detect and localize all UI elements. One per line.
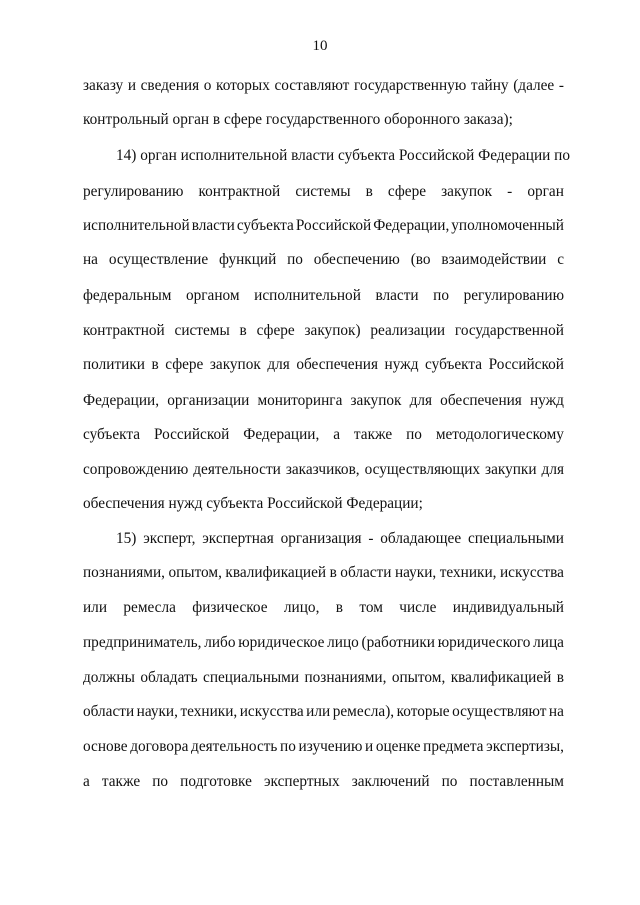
word: заказчиков, — [285, 461, 360, 478]
word: контрактной — [83, 322, 165, 339]
word: познаниями, — [83, 564, 165, 581]
word: Федерации, — [83, 392, 160, 409]
text-line: обеспечения нужд субъекта Российской Федерации; — [83, 495, 423, 512]
text-line — [83, 425, 564, 445]
word: а — [333, 426, 341, 443]
word: закупок) — [304, 322, 361, 339]
word: области — [340, 564, 392, 581]
word: обеспечения — [296, 356, 378, 373]
word: с — [557, 251, 564, 268]
word: должны — [83, 669, 135, 686]
text-line — [83, 563, 564, 583]
text-line — [83, 355, 564, 375]
word: органом — [185, 287, 240, 304]
text-line — [83, 76, 564, 96]
word: системы — [174, 322, 230, 339]
word: государственной — [454, 322, 564, 339]
word: сфере — [387, 183, 427, 200]
word: регулированию — [83, 183, 184, 200]
word: квалификацией — [225, 564, 327, 581]
word: Российской — [153, 426, 230, 443]
word: науки, — [136, 703, 178, 720]
word: подготовке — [180, 773, 252, 790]
word: по — [287, 251, 303, 268]
word: области — [83, 703, 135, 720]
word: Федерации, — [373, 217, 450, 234]
word: экспертная — [202, 530, 274, 547]
word: осуществление — [108, 251, 209, 268]
text-line — [83, 633, 564, 653]
word: 15) — [116, 530, 137, 547]
word: по — [441, 773, 458, 790]
word: в — [329, 564, 337, 581]
word: по — [280, 738, 296, 755]
word: - — [507, 183, 513, 200]
word: эксперт, — [143, 530, 196, 547]
text-line — [83, 460, 564, 480]
word: организация — [280, 530, 362, 547]
word: и — [365, 738, 374, 755]
text-line — [83, 182, 564, 202]
word: лицо, — [283, 599, 320, 616]
word: системы — [295, 183, 351, 200]
word: субъекта — [83, 426, 141, 443]
text-line — [116, 529, 564, 549]
word: искусства — [239, 703, 304, 720]
word: контрактной — [198, 183, 281, 200]
word: Федерации, — [243, 426, 320, 443]
word: техники, — [439, 564, 497, 581]
word: которых — [216, 77, 270, 94]
word: функций — [218, 251, 277, 268]
word: обеспечения — [440, 392, 522, 409]
word: Российской — [488, 356, 564, 373]
word: для — [541, 461, 564, 478]
word: взаимодействии — [441, 251, 547, 268]
word: закупок — [441, 183, 493, 200]
word: или — [306, 703, 331, 720]
word: политики — [83, 356, 145, 373]
word: в — [151, 356, 159, 373]
word: предмета — [423, 738, 484, 755]
word: экспертизы, — [486, 738, 564, 755]
word: на — [548, 703, 564, 720]
word: лица — [533, 634, 564, 651]
word: которые — [396, 703, 450, 720]
text-line — [83, 737, 564, 757]
word: для — [409, 392, 433, 409]
word: в — [239, 322, 247, 339]
word: - — [558, 77, 564, 94]
word: методологическому — [435, 426, 564, 443]
page-number: 10 — [312, 38, 328, 54]
word: заключений — [351, 773, 430, 790]
word: индивидуальный — [452, 599, 564, 616]
word: в — [365, 183, 373, 200]
word: власти — [375, 287, 419, 304]
word: о — [203, 77, 212, 94]
text-line — [83, 391, 564, 411]
text-line — [83, 321, 564, 341]
word: (работники — [361, 634, 435, 651]
word: опытом, — [391, 669, 446, 686]
word: опытом, — [168, 564, 222, 581]
word: в — [335, 599, 344, 616]
word: ремесла — [123, 599, 176, 616]
text-line — [83, 702, 564, 722]
word: осуществляющих — [364, 461, 481, 478]
word: ремесла), — [332, 703, 395, 720]
word: по — [433, 287, 449, 304]
word: организации — [167, 392, 250, 409]
text-line — [83, 598, 564, 618]
word: по — [152, 773, 169, 790]
text-line — [83, 216, 564, 236]
word: также — [353, 426, 393, 443]
word: - — [368, 530, 374, 547]
word: сфере — [256, 322, 295, 339]
word: исполнительной — [254, 287, 361, 304]
word: уполномоченный — [451, 217, 564, 234]
word: обеспечению — [313, 251, 400, 268]
word: квалификацией — [450, 669, 552, 686]
word: числе — [399, 599, 437, 616]
word: в — [556, 669, 564, 686]
text-line — [83, 286, 564, 306]
word: закупок — [209, 356, 261, 373]
word: заказу — [83, 77, 124, 94]
word: мониторинга — [257, 392, 343, 409]
word: власти — [191, 217, 235, 234]
word: изучению — [298, 738, 363, 755]
word: юридическое — [238, 634, 325, 651]
word: познаниями, — [304, 669, 387, 686]
word: тайну — [470, 77, 509, 94]
word: федеральным — [83, 287, 172, 304]
text-line: 14) орган исполнительной власти субъекта Российской Федерации по — [116, 147, 571, 164]
word: Российской — [295, 217, 372, 234]
word: также — [101, 773, 141, 790]
word: специальными — [203, 669, 300, 686]
word: сопровождению — [83, 461, 189, 478]
word: реализации — [370, 322, 446, 339]
word: обладать — [140, 669, 198, 686]
word: регулированию — [463, 287, 564, 304]
word: специальными — [467, 530, 564, 547]
word: сведения — [140, 77, 200, 94]
word: нужд — [529, 392, 564, 409]
word: основе — [83, 738, 128, 755]
word: орган — [527, 183, 564, 200]
word: для — [267, 356, 290, 373]
word: оценке — [375, 738, 421, 755]
word: обладающее — [380, 530, 462, 547]
word: государственную — [353, 77, 467, 94]
word: сфере — [165, 356, 204, 373]
word: (далее — [513, 77, 555, 94]
word: осуществляют — [452, 703, 547, 720]
word: том — [359, 599, 383, 616]
text-line — [83, 772, 564, 792]
word: или — [83, 599, 108, 616]
word: техники, — [180, 703, 238, 720]
word: деятельности — [193, 461, 281, 478]
word: исполнительной — [83, 217, 190, 234]
word: на — [83, 251, 98, 268]
word: деятельность — [191, 738, 278, 755]
word: физическое — [192, 599, 268, 616]
word: по — [406, 426, 422, 443]
word: поставленным — [469, 773, 564, 790]
text-line: контрольный орган в сфере государственного оборонного заказа); — [83, 111, 513, 128]
word: лицо — [327, 634, 359, 651]
word: юридического — [437, 634, 531, 651]
word: закупки — [485, 461, 537, 478]
word: составляют — [274, 77, 350, 94]
word: (во — [410, 251, 431, 268]
word: науки, — [394, 564, 437, 581]
word: и — [127, 77, 137, 94]
word: нужд — [384, 356, 419, 373]
word: а — [83, 773, 90, 790]
word: либо — [204, 634, 236, 651]
word: предприниматель, — [83, 634, 202, 651]
word: субъекта — [425, 356, 483, 373]
text-line — [83, 250, 564, 270]
word: закупок — [350, 392, 402, 409]
text-line — [83, 668, 564, 688]
word: субъекта — [236, 217, 294, 234]
word: договора — [130, 738, 189, 755]
word: искусства — [499, 564, 564, 581]
word: экспертных — [263, 773, 340, 790]
